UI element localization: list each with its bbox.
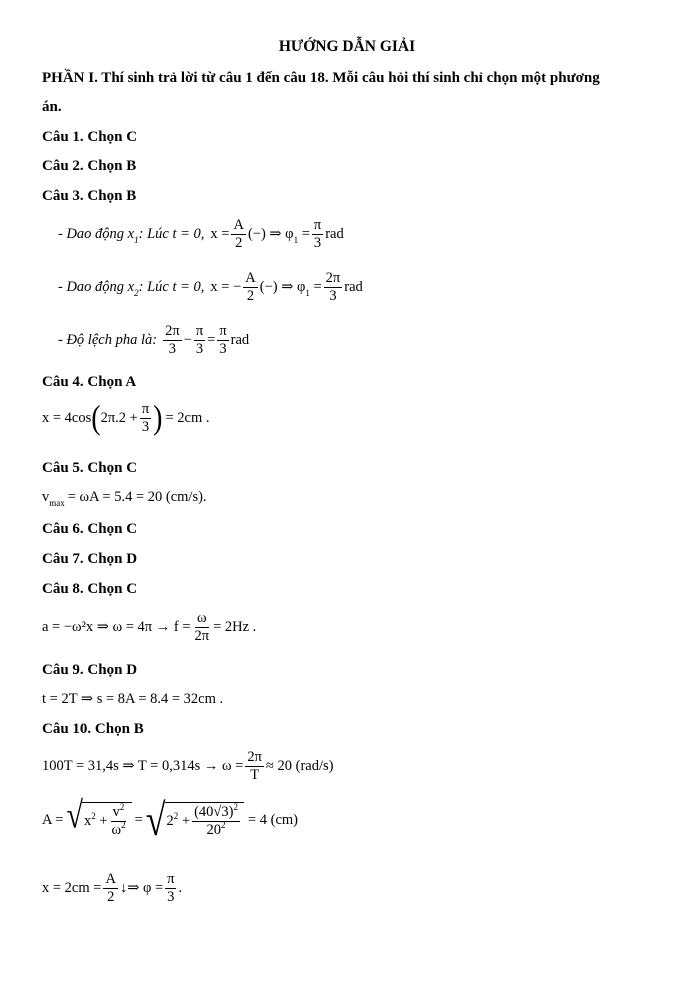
q10-x-left: x = 2cm =: [42, 880, 102, 897]
q10-x-end: .: [178, 880, 183, 897]
q3-phase-label: - Độ lệch pha là:: [58, 332, 158, 349]
q3-x1-tail: : Lúc t = 0,: [138, 226, 205, 243]
page-title: HƯỚNG DẪN GIẢI: [278, 38, 416, 55]
q8-formula: [42, 611, 256, 644]
q10-line1-left: 100T = 31,4s ⇒ T = 0,314s → ω =: [42, 758, 244, 775]
q10-sqrt-1: √ x 2 + $\frac{v^2}{\omega^2}$: [66, 802, 131, 838]
q5-formula: [42, 489, 207, 506]
part-heading-line-2: án.: [42, 99, 62, 115]
answer-q2: Câu 2. Chọn B: [42, 158, 137, 174]
q8-expr: a = −ω²x ⇒ ω = 4π → f =: [42, 619, 191, 636]
q5-rest: = ωA = 5.4 = 20 (cm/s).: [67, 489, 207, 505]
q8-result: = 2Hz .: [213, 619, 257, 636]
q10-x-right: ↓⇒ φ =: [119, 880, 164, 897]
q8-den: 2π: [194, 628, 210, 645]
q3-unit-2: rad: [344, 279, 363, 296]
q3-x2-tail: : Lúc t = 0,: [138, 279, 205, 296]
q4-formula: x = 4cos ( 2π.2 + $\frac{\pi}{3}$ ) = 2cm .: [42, 399, 210, 437]
answer-q7: Câu 7. Chọn D: [42, 551, 138, 567]
q4-result: = 2cm .: [165, 410, 210, 427]
answer-q1: Câu 1. Chọn C: [42, 129, 138, 145]
part-heading-line-1: PHẦN I. Thí sinh trả lời từ câu 1 đến câu 18. Mỗi câu hỏi thí sinh chỉ chọn một phương: [42, 70, 600, 86]
answer-q8: Câu 8. Chọn C: [42, 581, 138, 597]
q3-x1-sub: 1: [134, 234, 139, 245]
answer-q3: Câu 3. Chọn B: [42, 188, 137, 204]
q3-oscillation-x1: - Dao động x 1 : Lúc t = 0, x = $\frac{A}{2}$ (−) ⇒ φ 1 = $\frac{\pi}{3}$ rad: [58, 217, 344, 252]
q10-omega-num: 2π: [245, 750, 264, 767]
q3-unit-1: rad: [325, 226, 344, 243]
q3-x1-label: - Dao động x: [58, 226, 135, 243]
q3-x2-sub: 2: [134, 287, 139, 298]
q3-unit-3: rad: [230, 332, 250, 349]
q5-v: v: [42, 489, 50, 505]
q10-omega-den: T: [250, 767, 260, 784]
q10-phase-formula: x = 2cm = $\frac{A}{2}$ ↓⇒ φ = $\frac{\pi}{3}$ .: [42, 871, 183, 906]
answer-q6: Câu 6. Chọn C: [42, 521, 138, 537]
q8-num: ω: [195, 611, 209, 628]
answer-q5: Câu 5. Chọn C: [42, 460, 138, 476]
q9-formula: [42, 691, 223, 708]
q10-period-formula: [42, 750, 333, 783]
q4-inner: 2π.2 +: [100, 410, 138, 427]
q3-x2-label: - Dao động x: [58, 279, 135, 296]
q10-amp-result: = 4 (cm): [247, 811, 299, 828]
answer-q4: Câu 4. Chọn A: [42, 374, 137, 390]
answer-q10: Câu 10. Chọn B: [42, 721, 144, 737]
q10-line1-right: ≈ 20 (rad/s): [265, 758, 334, 775]
q9-expr: t = 2T ⇒ s = 8A = 8.4 = 32cm .: [42, 691, 224, 707]
q3-phase-difference: - Độ lệch pha là: $\frac{2\pi}{3}$ − $\frac{\pi}{3}$ = $\frac{\pi}{3}$ rad: [58, 323, 250, 358]
q3-oscillation-x2: - Dao động x 2 : Lúc t = 0, x = − $\frac{A}{2}$ (−) ⇒ φ 1 = $\frac{2\pi}{3}$ rad: [58, 270, 363, 305]
answer-q9: Câu 9. Chọn D: [42, 662, 138, 678]
q10-amp-left: A =: [42, 811, 64, 828]
q10-amplitude-formula: A = √ x 2 + $\frac{v^2}{\omega^2}$ = √ 2 2 + $\frac{(40√3)^2}{20^2}$ = 4 (cm): [42, 794, 299, 845]
q4-expr: x = 4cos: [42, 410, 92, 427]
q10-sqrt-2: √ 2 2 + $\frac{(40√3)^2}{20^2}$: [146, 802, 244, 838]
q5-sub: max: [49, 497, 65, 508]
